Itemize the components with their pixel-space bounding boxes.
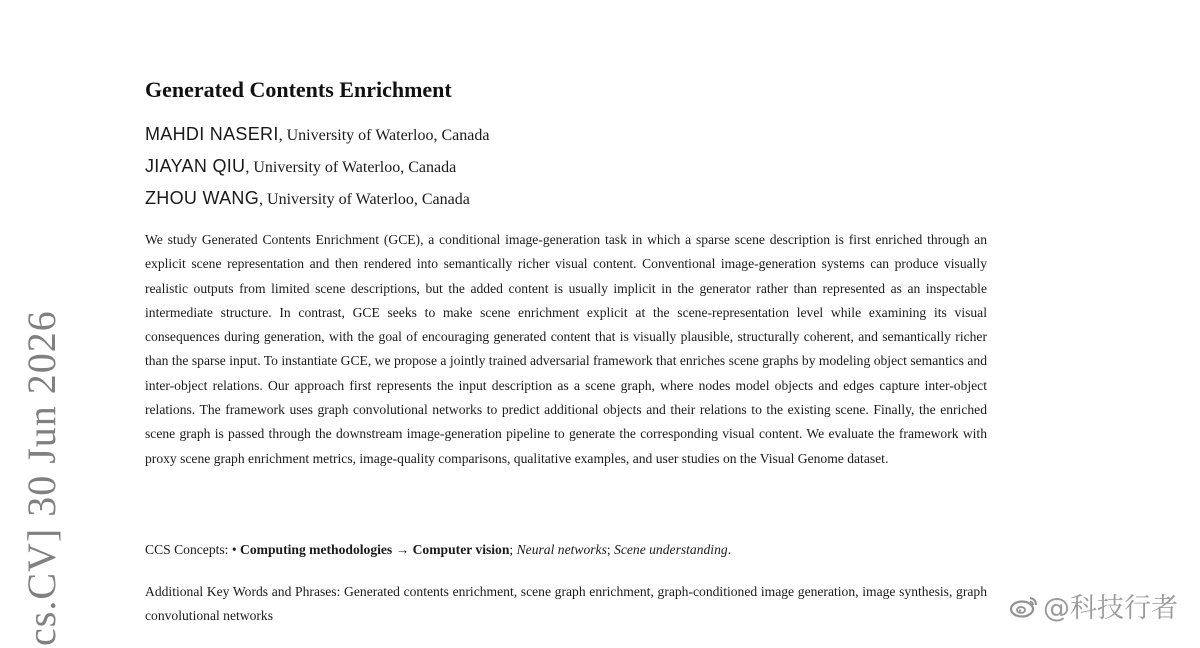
author-entry [145, 154, 489, 186]
paper-title: Generated Contents Enrichment [145, 77, 452, 102]
ccs-concept-scene-understanding: Scene understanding [614, 542, 728, 557]
author-affiliation: , University of Waterloo, Canada [278, 127, 490, 144]
author-name: ZHOU WANG [145, 188, 260, 208]
author-affiliation: , University of Waterloo, Canada [259, 191, 470, 208]
ccs-concept-neural-networks: Neural networks [516, 542, 607, 557]
keywords-paragraph: Additional Key Words and Phrases: Generated contents enrichment, scene graph enrichment, graph-conditioned image generation, image synthesis, graph convolutional networks [145, 584, 987, 623]
ccs-end: . [727, 542, 732, 557]
weibo-logo-icon [1009, 594, 1039, 618]
watermark-text: @科技行者 [1043, 593, 1178, 624]
author-name: JIAYAN QIU [145, 156, 246, 176]
ccs-label: CCS Concepts: • [145, 542, 241, 557]
author-list [145, 122, 489, 218]
arxiv-identifier-stamp: cs.CV] 30 Jun 2026 [19, 310, 64, 646]
author-affiliation: , University of Waterloo, Canada [245, 159, 457, 176]
ccs-separator: ; [509, 542, 517, 557]
ccs-separator: ; [606, 542, 615, 557]
author-entry [145, 186, 489, 218]
author-name: MAHDI NASERI [145, 124, 279, 144]
watermark [1009, 586, 1178, 625]
ccs-concepts [145, 538, 987, 562]
ccs-primary-concept: Computing methodologies → Computer vision [240, 542, 510, 557]
author-entry [145, 122, 489, 154]
abstract-paragraph: We study Generated Contents Enrichment (GCE), a conditional image-generation task in which a sparse scene description is first enriched through an explicit scene representation and then rendered into semantically richer visual content. Conventional image-generation systems can produce visually realistic outputs from limited scene descriptions, but the added content is usually implicit in the generator rather than represented as an inspectable intermediate structure. In contrast, GCE seeks to make scene enrichment explicit at the scene-representation level while examining its visual consequences during generation, with the goal of encouraging generated content that is visually plausible, structurally coherent, and semantically richer than the sparse input. To instantiate GCE, we propose a jointly trained adversarial framework that enriches scene graphs by modeling object semantics and inter-object relations. Our approach first represents the input description as a scene graph, where nodes model objects and edges capture inter-object relations. The framework uses graph convolutional networks to predict additional objects and their relations to the existing scene. Finally, the enriched scene graph is passed through the downstream image-generation pipeline to generate the corresponding visual content. We evaluate the framework with proxy scene graph enrichment metrics, image-quality comparisons, qualitative examples, and user studies on the Visual Genome dataset. [145, 232, 987, 466]
